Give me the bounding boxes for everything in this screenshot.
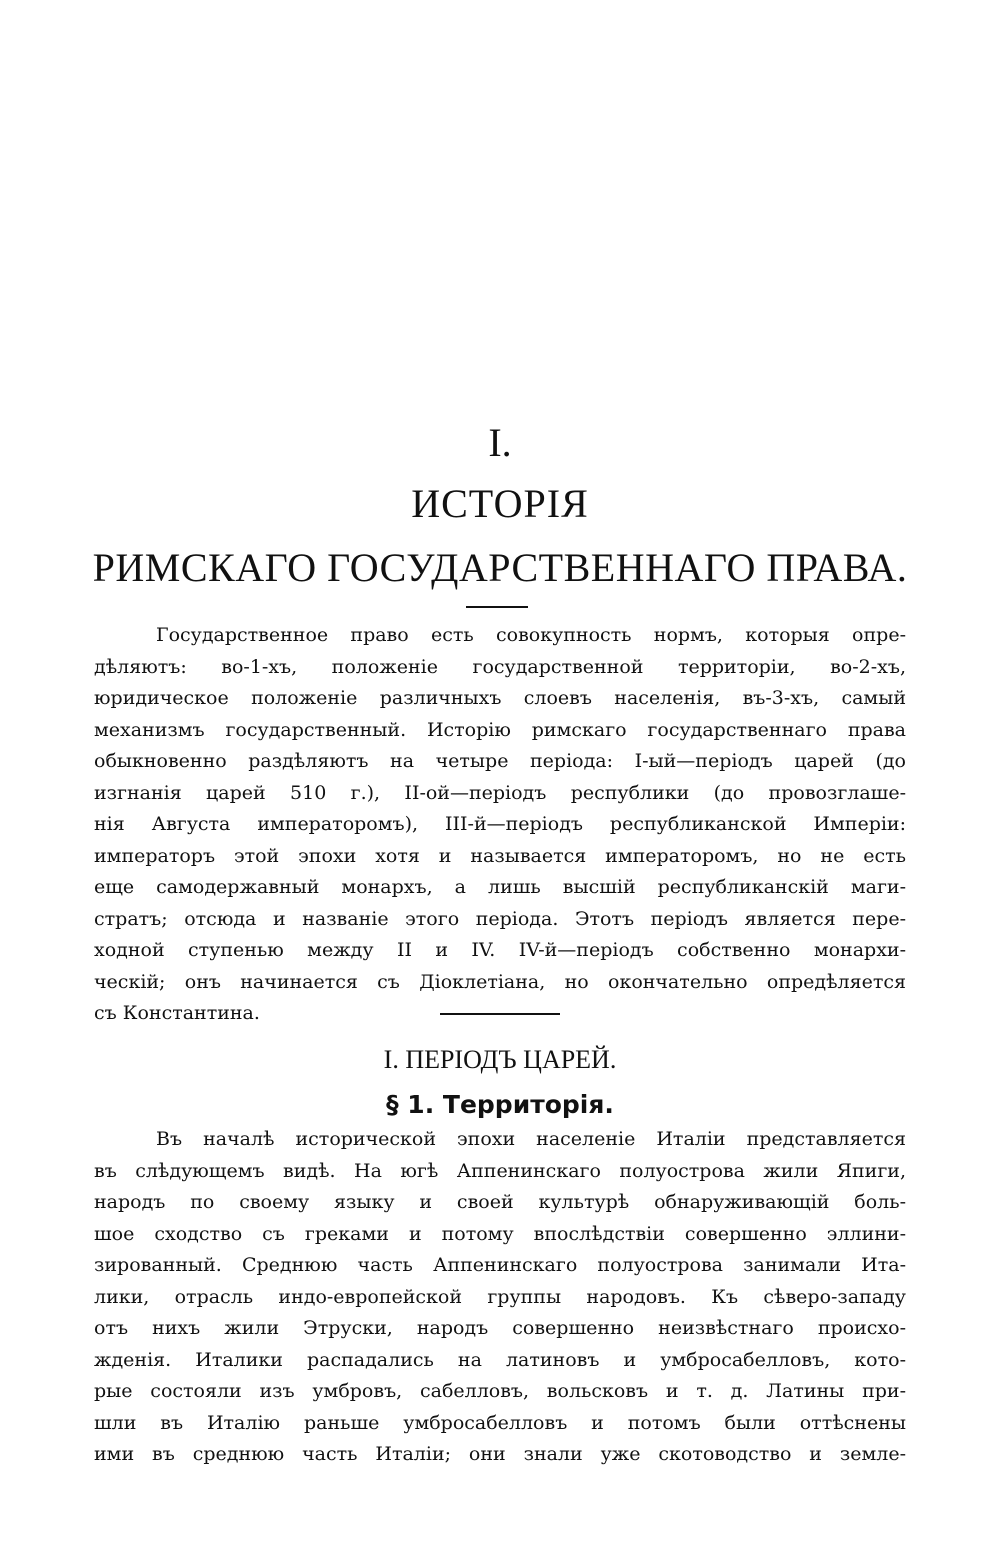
intro-line: стратъ; отсюда и названіе этого періода. Этотъ періодъ является пере- <box>94 907 906 930</box>
intro-line: императоръ этой эпохи хотя и называется императоромъ, но не есть <box>94 844 906 867</box>
intro-line: обыкновенно раздѣляютъ на четыре періода: I-ый—періодъ царей (до <box>94 750 906 772</box>
body-line: зированный. Среднюю часть Аппенинскаго полуострова занимали Ита- <box>94 1254 906 1276</box>
section-divider <box>440 1013 560 1015</box>
body-line: жденія. Италики распадались на латиновъ и умбросабелловъ, кото- <box>94 1348 906 1371</box>
chapter-title-line-2: РИМСКАГО ГОСУДАРСТВЕННАГО ПРАВА. <box>92 545 908 590</box>
intro-line: нія Августа императоромъ), III-й—періодъ республиканской Имперіи: <box>94 813 906 835</box>
intro-line: изгнанія царей 510 г.), II-ой—періодъ республики (до провозглаше- <box>94 781 906 804</box>
body-line: ими въ среднюю часть Италіи; они знали уже скотоводство и земле- <box>94 1443 906 1465</box>
intro-paragraph <box>94 620 906 1030</box>
body-line: лики, отрасль индо-европейской группы народовъ. Къ сѣверо-западу <box>94 1285 906 1308</box>
body-line: народъ по своему языку и своей культурѣ обнаруживающій боль- <box>94 1191 906 1213</box>
intro-line: юридическое положеніе различныхъ слоевъ населенія, въ-3-хъ, самый <box>94 687 906 709</box>
intro-line: еще самодержавный монархъ, а лишь высшій республиканскій маги- <box>94 876 906 898</box>
intro-line: механизмъ государственный. Исторію римскаго государственнаго права <box>94 718 906 741</box>
body-line: отъ нихъ жили Этруски, народъ совершенно неизвѣстнаго происхо- <box>94 1317 906 1339</box>
body-line: рые состояли изъ умбровъ, сабелловъ, вольсковъ и т. д. Латины при- <box>94 1380 906 1402</box>
body-line: въ слѣдующемъ видѣ. На югѣ Аппенинскаго полуострова жили Япиги, <box>94 1159 906 1182</box>
intro-line: Государственное право есть совокупность нормъ, которыя опре- <box>156 624 906 646</box>
intro-line: ческій; онъ начинается съ Діоклетіана, но окончательно опредѣляется <box>94 970 906 993</box>
body-paragraph <box>94 1124 906 1471</box>
intro-line: ходной ступенью между II и IV. IV-й—періодъ собственно монархи- <box>94 939 906 961</box>
intro-line: съ Константина. <box>94 1002 260 1024</box>
chapter-title-line-1: ИСТОРІЯ <box>411 481 589 526</box>
intro-line: дѣляютъ: во-1-хъ, положеніе государственной территоріи, во-2-хъ, <box>94 655 906 678</box>
paragraph-heading: § 1. Территорія. <box>386 1090 614 1119</box>
body-line: шое сходство съ греками и потому впослѣдствіи совершенно эллини- <box>94 1222 906 1245</box>
chapter-number: I. <box>488 420 512 465</box>
body-line: шли въ Италію раньше умбросабелловъ и потомъ были оттѣснены <box>94 1411 906 1434</box>
body-line: Въ началѣ исторической эпохи населеніе Италіи представляется <box>156 1128 906 1150</box>
title-divider <box>466 606 528 608</box>
section-heading: I. ПЕРІОДЪ ЦАРЕЙ. <box>383 1045 617 1074</box>
